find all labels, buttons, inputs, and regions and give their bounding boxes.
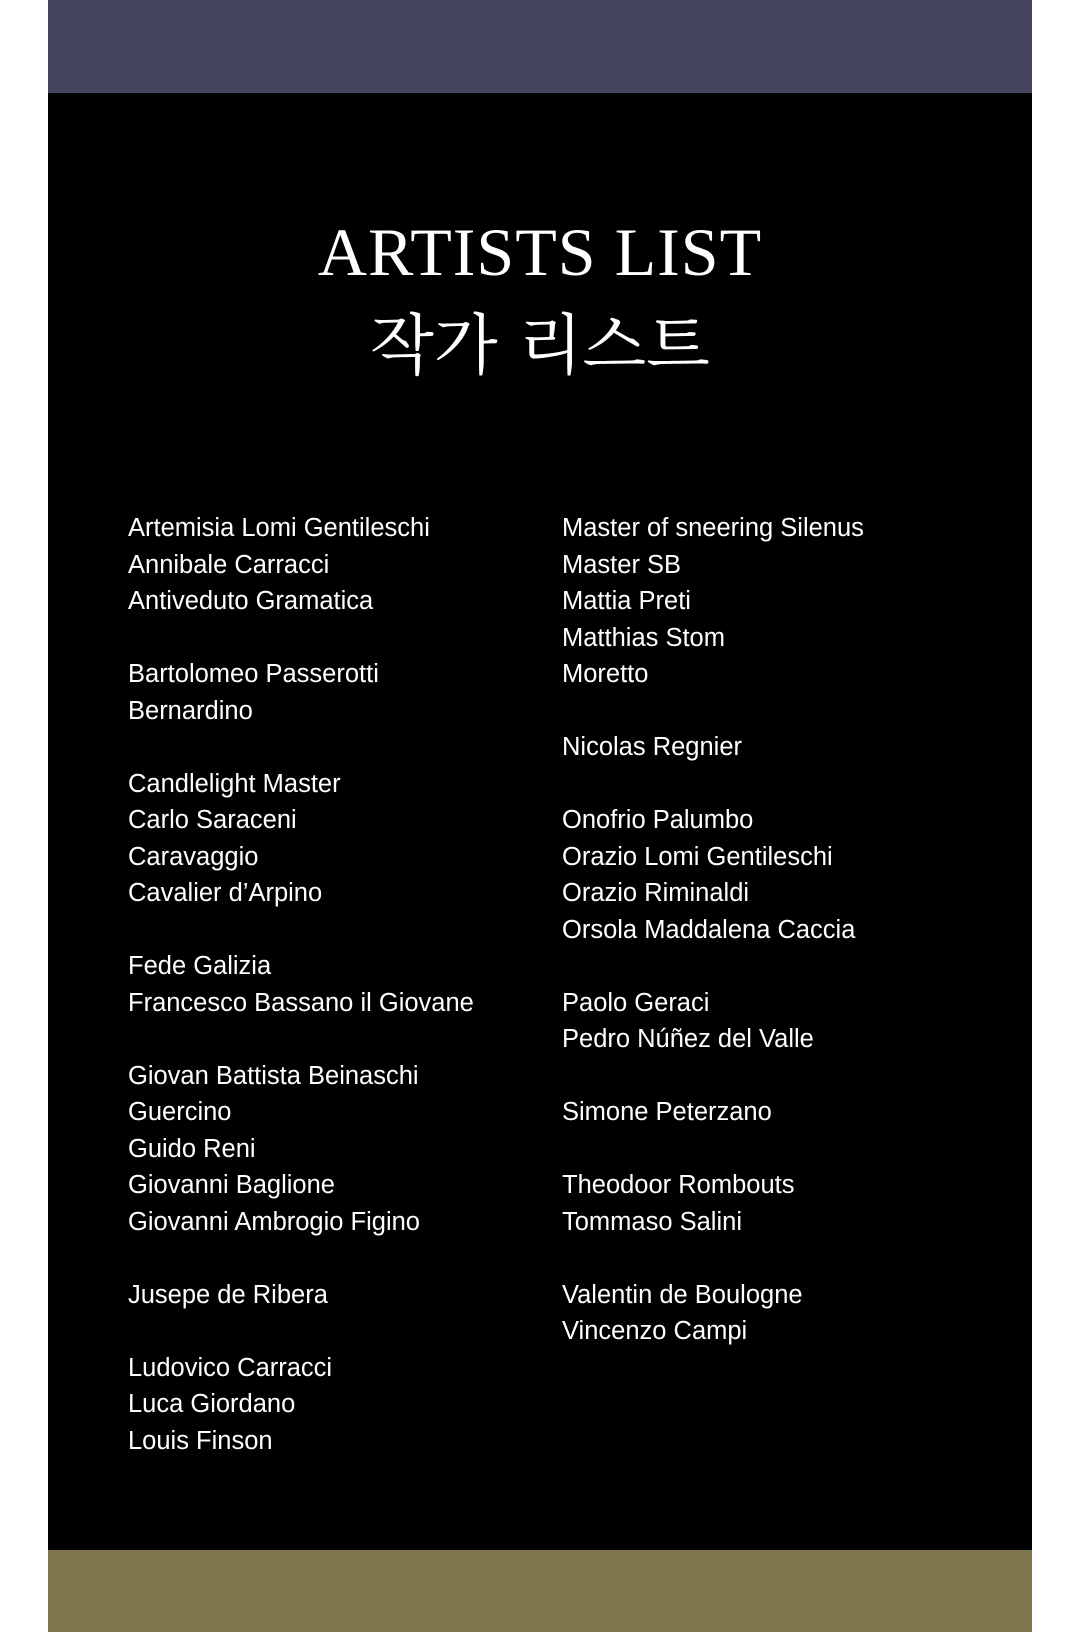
artist-name: Carlo Saraceni: [128, 806, 297, 834]
artist-name: Orazio Riminaldi: [562, 879, 750, 907]
artist-group: [128, 1350, 548, 1460]
artist-name: Orazio Lomi Gentileschi: [562, 842, 833, 871]
artist-name: Theodoor Rombouts: [562, 1171, 795, 1199]
page-title-english: ARTISTS LIST: [317, 214, 763, 290]
artist-name: Annibale Carracci: [128, 550, 330, 579]
artist-name: Vincenzo Campi: [562, 1317, 748, 1345]
artist-name: Bartolomeo Passerotti: [128, 660, 379, 688]
artist-name: Tommaso Salini: [562, 1207, 742, 1236]
artist-name: Master SB: [562, 550, 682, 579]
artist-name: Paolo Geraci: [562, 988, 710, 1017]
artist-name: Pedro Núñez del Valle: [562, 1025, 814, 1053]
bottom-color-band: [48, 1550, 1032, 1632]
artist-group: [562, 802, 1002, 948]
artist-group: [128, 1277, 548, 1314]
artist-name: Moretto: [562, 660, 649, 688]
artist-name: Candlelight Master: [128, 769, 341, 798]
artist-name: Caravaggio: [128, 842, 259, 871]
artist-group: [128, 948, 548, 1021]
page-title-korean: 작가 리스트: [370, 307, 710, 384]
artist-group: [128, 656, 548, 729]
artist-name: Giovanni Baglione: [128, 1171, 335, 1199]
artist-group: [562, 510, 1002, 693]
artist-group: [562, 1094, 1002, 1131]
artist-name: Valentin de Boulogne: [562, 1280, 803, 1309]
artist-name: Artemisia Lomi Gentileschi: [128, 514, 430, 542]
artist-group: [562, 729, 1002, 766]
top-color-band: [48, 0, 1032, 93]
artist-name: Matthias Stom: [562, 623, 725, 652]
artist-name: Giovanni Ambrogio Figino: [128, 1207, 420, 1236]
artist-group: [128, 766, 548, 912]
artists-list-panel: [48, 0, 1032, 1632]
artist-name: Cavalier d’Arpino: [128, 879, 323, 907]
artist-group: [562, 985, 1002, 1058]
artist-name: Guercino: [128, 1098, 232, 1126]
artist-group: [562, 1277, 1002, 1350]
artist-name: Fede Galizia: [128, 952, 272, 980]
artist-name: Jusepe de Ribera: [128, 1280, 328, 1309]
artist-name: Francesco Bassano il Giovane: [128, 988, 474, 1017]
artist-name: Louis Finson: [128, 1426, 273, 1455]
artist-name: Ludovico Carracci: [128, 1353, 333, 1382]
artist-name: Giovan Battista Beinaschi: [128, 1061, 419, 1090]
artist-name: Bernardino: [128, 696, 253, 725]
artists-column-left: [128, 510, 548, 1496]
artist-name: Nicolas Regnier: [562, 733, 742, 761]
artist-name: Mattia Preti: [562, 587, 691, 615]
artist-name: Luca Giordano: [128, 1390, 296, 1418]
artist-name: Guido Reni: [128, 1134, 256, 1163]
artist-name: Master of sneering Silenus: [562, 514, 864, 542]
artist-group: [128, 1058, 548, 1241]
artist-name: Orsola Maddalena Caccia: [562, 915, 856, 944]
artist-group: [562, 1167, 1002, 1240]
artist-name: Onofrio Palumbo: [562, 806, 754, 834]
artist-group: [128, 510, 548, 620]
artists-column-right: [562, 510, 1002, 1386]
artist-name: Antiveduto Gramatica: [128, 587, 374, 615]
artist-name: Simone Peterzano: [562, 1098, 772, 1126]
